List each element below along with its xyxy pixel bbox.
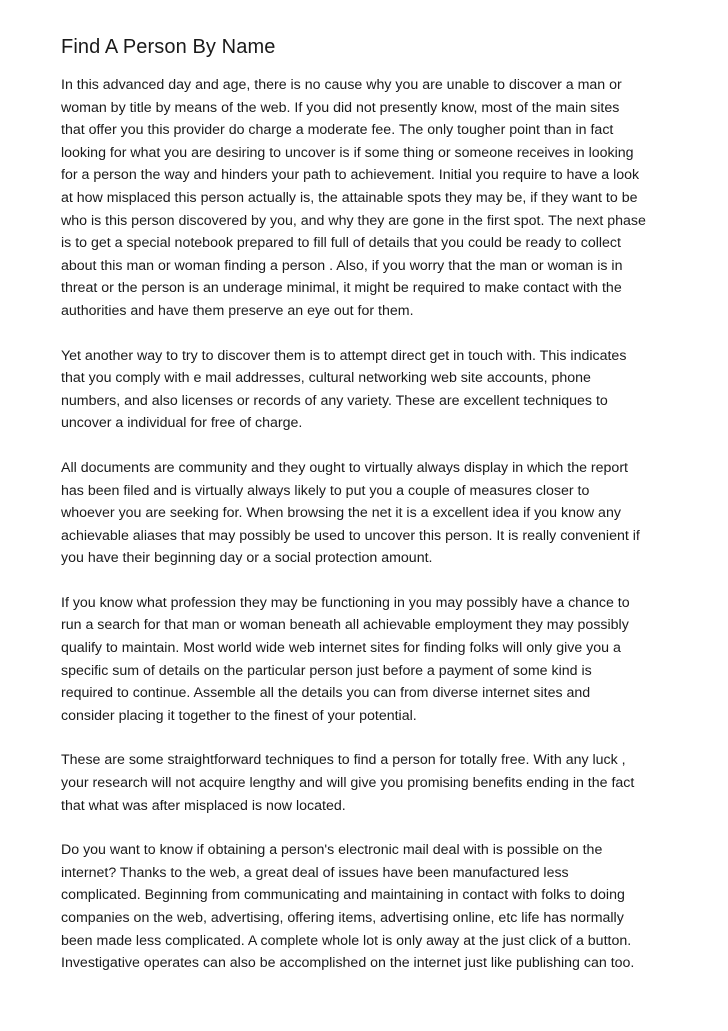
text-line: whoever you are seeking for. When browsing the net it is a excellent idea if you know any: [61, 505, 621, 522]
text-line: numbers, and also licenses or records of any variety. These are excellent techniques to: [61, 392, 608, 409]
text-line: achievable aliases that may possibly be used to uncover this person. It is really convenient if: [61, 527, 640, 544]
text-line: Yet another way to try to discover them is to attempt direct get in touch with. This indicates: [61, 347, 627, 364]
text-line: about this man or woman finding a person . Also, if you worry that the man or woman is in: [61, 257, 623, 274]
text-line: that you comply with e mail addresses, cultural networking web site accounts, phone: [61, 370, 591, 387]
text-line: Investigative operates can also be accomplished on the internet just like publishing can too.: [61, 955, 635, 972]
text-line: complicated. Beginning from communicating and maintaining in contact with folks to doing: [61, 887, 625, 904]
text-line: woman by title by means of the web. If you did not presently know, most of the main sites: [61, 99, 620, 116]
text-line: These are some straightforward techniques to find a person for totally free. With any luck ,: [61, 752, 626, 769]
text-line: uncover a individual for free of charge.: [61, 415, 303, 432]
document-title: Find A Person By Name: [61, 36, 276, 58]
text-line: is to get a special notebook prepared to fill full of details that you could be ready to collect: [61, 235, 621, 252]
text-line: Do you want to know if obtaining a person's electronic mail deal with is possible on the: [61, 842, 603, 859]
text-line: you have their beginning day or a social protection amount.: [61, 550, 433, 567]
text-line: that offer you this provider do charge a moderate fee. The only tougher point than in fact: [61, 122, 614, 139]
paragraph-2: [61, 345, 681, 435]
document-page: [61, 34, 681, 997]
text-line: If you know what profession they may be functioning in you may possibly have a chance to: [61, 594, 630, 611]
text-line: been made less complicated. A complete whole lot is only away at the just click of a button.: [61, 932, 632, 949]
text-line: qualify to maintain. Most world wide web internet sites for finding folks will only give you a: [61, 640, 621, 657]
text-line: authorities and have them preserve an eye out for them.: [61, 302, 414, 319]
text-line: threat or the person is an underage minimal, it might be required to make contact with the: [61, 280, 622, 297]
document-body: [61, 74, 681, 975]
paragraph-3: [61, 457, 681, 570]
text-line: for a person the way and hinders your path to achievement. Initial you require to have a look: [61, 167, 640, 184]
text-line: has been filed and is virtually always likely to put you a couple of measures closer to: [61, 482, 590, 499]
paragraph-4: [61, 592, 681, 728]
text-line: who is this person discovered by you, and why they are gone in the first spot. The next phase: [61, 212, 646, 229]
paragraph-5: [61, 749, 681, 817]
text-line: companies on the web, advertising, offering items, advertising online, etc life has normally: [61, 910, 624, 926]
text-line: your research will not acquire lengthy and will give you promising benefits ending in the fact: [61, 775, 635, 792]
text-line: All documents are community and they ought to virtually always display in which the report: [61, 459, 628, 476]
text-line: specific sum of details on the particular person just before a payment of some kind is: [61, 662, 592, 679]
text-line: that what was after misplaced is now located.: [61, 797, 346, 814]
text-line: In this advanced day and age, there is no cause why you are unable to discover a man or: [61, 77, 622, 93]
paragraph-6: [61, 839, 681, 975]
text-line: required to continue. Assemble all the details you can from diverse internet sites and: [61, 685, 591, 702]
text-line: consider placing it together to the finest of your potential.: [61, 707, 417, 724]
text-line: internet? Thanks to the web, a great deal of issues have been manufactured less: [61, 864, 569, 881]
text-line: at how misplaced this person actually is, the attainable spots they may be, if they want to be: [61, 189, 638, 206]
text-line: run a search for that man or woman beneath all achievable employment they may possibly: [61, 617, 629, 634]
paragraph-1: [61, 74, 681, 323]
text-line: looking for what you are desiring to uncover is if some thing or someone receives in looking: [61, 144, 634, 161]
